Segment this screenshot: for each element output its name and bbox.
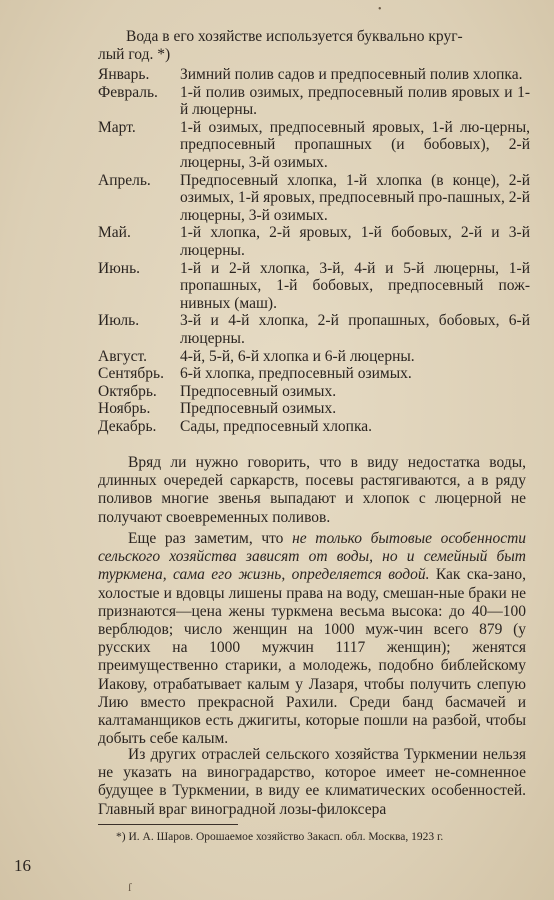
month-text: 6-й хлопка, предпосевный озимых.: [180, 365, 412, 383]
month-text: Сады, предпосевный хлопка.: [180, 417, 373, 435]
month-text: Предпосевный озимых.: [180, 400, 337, 418]
month-name: Февраль.: [98, 83, 158, 101]
month-name: Июнь.: [98, 259, 141, 277]
ink-mark: ſ: [128, 880, 132, 894]
month-name: Март.: [98, 118, 136, 136]
intro-line-2: лый год. *): [98, 46, 171, 63]
intro-line-1: Вода в его хозяйстве используется буквально круг-: [126, 28, 463, 45]
month-row-october: [98, 383, 530, 401]
month-row-september: [98, 365, 530, 383]
month-row-may: [98, 224, 530, 259]
footnote-divider: [98, 824, 238, 825]
month-name: Январь.: [98, 66, 150, 83]
month-text: 1-й и 2-й хлопка, 3-й, 4-й и 5-й люцерны, 1-й пропашных, 1-й бобовых, предпосевный пож-нивных (маш).: [180, 259, 530, 312]
month-name: Сентябрь.: [98, 365, 164, 383]
month-text: Предпосевный озимых.: [180, 382, 337, 400]
month-text: Зимний полив садов и предпосевный полив хлопка.: [180, 66, 523, 83]
paragraph-body: Как ска-зано, холостые и вдовцы лишены права на воду, смешан-ные браки не признаются—цена жены туркмена весьма высока: до 40—100 верблюдов; число женщин на 1000 муж-чин всего 879 (у русских на 1000 мужчин 1117 женщин); женятся преимущественно старики, а молодежь, подобно библейскому Иакову, отрабатывает калым у Лазаря, чтобы получить слепую Лию вместо прекрасной Рахили. Среди банд басмачей и калтаманщиков есть джигиты, которые пошли на разбой, чтобы добыть себе калым.: [98, 566, 526, 748]
month-text: 1-й хлопка, 2-й яровых, 1-й бобовых, 2-й и 3-й люцерны.: [180, 224, 530, 259]
month-name: Апрель.: [98, 171, 151, 189]
paragraph-water-and-family: [98, 530, 526, 748]
paragraph-viticulture: Из других отраслей сельского хозяйства Туркмении нельзя не указать на виноградарство, которое имеет не-сомненное будущее в Туркмении, в виду ее климатических особенностей. Главный враг виноградной лозы-филоксера: [98, 746, 526, 818]
month-name: Август.: [98, 347, 147, 365]
printer-mark: •: [378, 4, 382, 15]
intro-paragraph: [98, 28, 526, 64]
month-row-june: [98, 260, 530, 313]
month-row-february: [98, 84, 530, 119]
irrigation-calendar: [98, 66, 530, 435]
month-name: Декабрь.: [98, 417, 157, 435]
month-row-july: [98, 312, 530, 347]
month-row-march: [98, 119, 530, 172]
month-row-april: [98, 172, 530, 225]
month-row-december: [98, 418, 530, 436]
page-number: 16: [14, 856, 31, 875]
month-name: Октябрь.: [98, 382, 157, 400]
paragraph-lead: Еще раз заметим, что: [128, 530, 293, 547]
italic-emphasis: не только бытовые особенности сельского хозяйства зависят от воды, но и семейный быт туркмена, сама его жизнь, определяется водой.: [98, 530, 527, 584]
footnote: *) И. А. Шаров. Орошаемое хозяйство Закасп. обл. Москва, 1923 г.: [116, 831, 444, 843]
month-row-november: [98, 400, 530, 418]
month-name: Май.: [98, 224, 131, 242]
month-text: 4-й, 5-й, 6-й хлопка и 6-й люцерны.: [180, 347, 415, 365]
month-row-january: [98, 66, 530, 84]
paragraph-irrigation-delays: Вряд ли нужно говорить, что в виду недостатка воды, длинных очередей саркарств, посевы растягиваются, а в ряду поливов многие звенья выпадают и хлопок с люцерной не получают своевременных поливов.: [98, 454, 526, 526]
month-text: Предпосевный хлопка, 1-й хлопка (в конце), 2-й озимых, 1-й яровых, предпосевный про-пашных, 2-й люцерны, 3-й озимых.: [180, 171, 530, 224]
month-text: 1-й полив озимых, предпосевный полив яровых и 1-й люцерны.: [180, 83, 530, 119]
month-name: Июль.: [98, 312, 140, 330]
month-text: 1-й озимых, предпосевный яровых, 1-й лю-церны, предпосевный пропашных (и бобовых), 2-й люцерны, 3-й озимых.: [180, 118, 530, 171]
month-row-august: [98, 348, 530, 366]
month-text: 3-й и 4-й хлопка, 2-й пропашных, бобовых, 6-й люцерны.: [180, 312, 530, 347]
month-name: Ноябрь.: [98, 400, 151, 418]
